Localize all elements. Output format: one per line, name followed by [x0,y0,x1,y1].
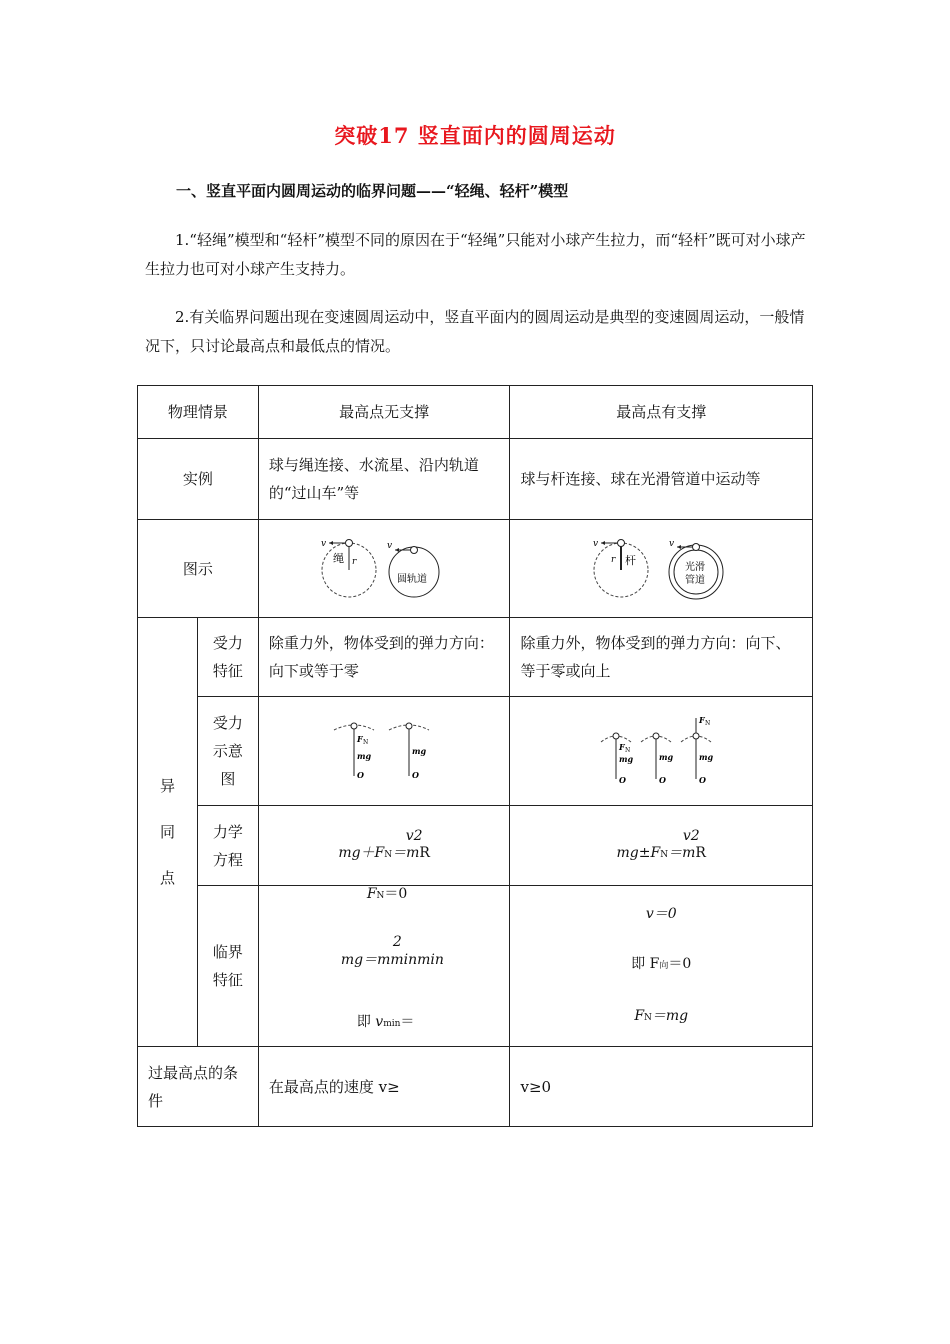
row-label: 受力特征 [197,618,258,697]
table-row [138,386,813,439]
svg-text:N: N [705,719,711,727]
diff-label: 异同点 [159,777,175,887]
tube-label: 光滑 [685,561,706,573]
track-label: 圆轨道 [397,573,428,585]
critical-rod: v＝0 即 F向＝0 FN＝mg [510,886,813,1047]
header-cell: 最高点有支撑 [510,386,813,439]
table-cell: 球与绳连接、水流星、沿内轨道的“过山车”等 [258,439,510,520]
paragraph-1: 1.“轻绳”模型和“轻杆”模型不同的原因在于“轻绳”只能对小球产生拉力，而“轻杆”既可对小球产生拉力也可对小球产生支持力。 [145,231,806,278]
r-label: r [352,556,357,567]
row-label: 力学方程 [197,806,258,886]
row-label: 过最高点的条件 [138,1047,259,1127]
svg-text:F: F [619,741,625,752]
svg-text:F: F [699,714,705,725]
row-label: 临界特征 [197,886,258,1047]
svg-text:mg: mg [619,753,634,764]
table-row [138,520,813,618]
svg-text:mg: mg [412,746,427,756]
force-diagram-rod [510,697,813,806]
rope-label: 绳 [333,551,345,565]
page-title: 突破17 竖直面内的圆周运动 [334,123,616,148]
svg-text:O: O [412,770,420,780]
svg-text:v: v [593,538,599,549]
table-row [138,439,813,520]
equation-rod: v2 mg±FN＝mR [510,806,813,886]
svg-text:管道: 管道 [685,574,706,586]
header-cell: 最高点无支撑 [258,386,510,439]
svg-text:O: O [659,774,667,785]
table-row [138,618,813,697]
paragraph-2: 2.有关临界问题出现在变速圆周运动中，竖直平面内的圆周运动是典型的变速圆周运动，一般情况下，只讨论最高点和最低点的情况。 [145,308,805,355]
svg-text:r: r [611,554,616,565]
rod-label: 杆 [625,553,637,567]
header-cell: 物理情景 [138,386,259,439]
svg-text:mg: mg [699,751,714,762]
rod-tube-diagram [510,520,813,618]
table-row [138,1047,813,1127]
force-diagram-rope [258,697,510,806]
table-row [138,697,813,806]
row-label: 实例 [138,439,259,520]
svg-text:O: O [699,774,707,785]
table-cell: 球与杆连接、球在光滑管道中运动等 [510,439,813,520]
row-label: 受力示意图 [197,697,258,806]
equation-rope: v2 mg＋FN＝mR [258,806,510,886]
equation-numerator: v2 [405,827,423,844]
svg-text:mg: mg [659,751,674,762]
table-row [138,806,813,886]
svg-text:O: O [357,770,365,780]
table-cell: 除重力外，物体受到的弹力方向：向下、等于零或向上 [510,618,813,697]
row-label: 图示 [138,520,259,618]
svg-text:N: N [625,746,631,754]
comparison-table [137,385,813,1127]
critical-rope: FN＝0 2 mg＝mminmin 即 vmin＝ [258,886,510,1047]
svg-text:O: O [619,774,627,785]
diff-label-cell [138,618,198,1047]
table-cell: 除重力外，物体受到的弹力方向：向下或等于零 [258,618,510,697]
table-cell: 在最高点的速度 v≥ [258,1047,510,1127]
table-row [138,886,813,1047]
section-heading: 一、竖直平面内圆周运动的临界问题——“轻绳、轻杆”模型 [176,182,569,200]
svg-text:mg: mg [357,751,372,761]
svg-text:N: N [363,739,369,746]
svg-text:F: F [357,734,363,744]
table-cell: v≥0 [510,1047,813,1127]
svg-text:v: v [669,538,675,549]
v-label: v [321,538,327,549]
rope-track-diagram [258,520,510,618]
svg-text:v: v [387,540,393,551]
